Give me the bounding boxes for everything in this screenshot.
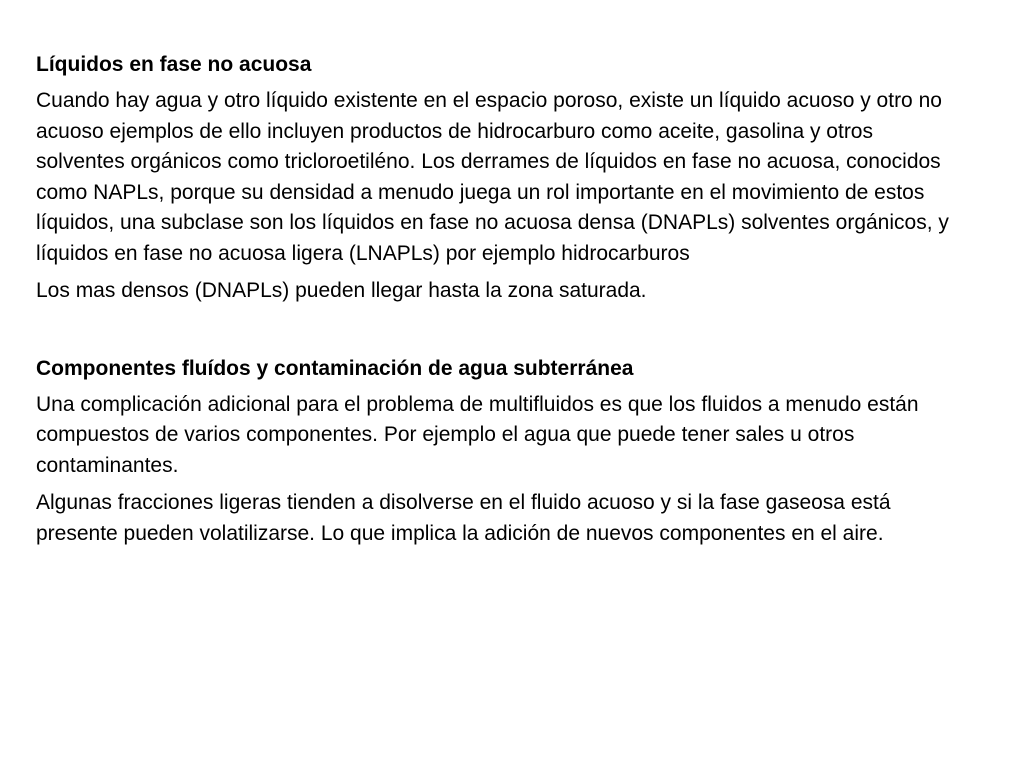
paragraph-light-fractions: Algunas fracciones ligeras tienden a disolverse en el fluido acuoso y si la fase gaseosa está presente pueden volatilizarse. Lo que implica la adición de nuevos componentes en el aire. xyxy=(36,491,891,545)
section-heading-napl: Líquidos en fase no acuosa xyxy=(36,53,312,76)
paragraph-napl-definition: Cuando hay agua y otro líquido existente en el espacio poroso, existe un líquido acuoso y otro no acuoso ejemplos de ello incluyen productos de hidrocarburo como aceite, gasolina y otros solventes orgánicos como tricloroetiléno. Los derrames de líquidos en fase no acuosa, conocidos como NAPLs, porque su densidad a menudo juega un rol importante en el movimiento de estos líquidos, una subclase son los líquidos en fase no acuosa densa (DNAPLs) solventes orgánicos, y líquidos en fase no acuosa ligera (LNAPLs) por ejemplo hidrocarburos xyxy=(36,89,949,265)
paragraph-multifluid-complication: Una complicación adicional para el problema de multifluidos es que los fluidos a menudo están compuestos de varios componentes. Por ejemplo el agua que puede tener sales u otros contaminantes. xyxy=(36,392,919,477)
section-heading-components: Componentes fluídos y contaminación de agua subterránea xyxy=(36,356,634,380)
section-spacer xyxy=(36,314,966,354)
paragraph-dnapl-note: Los mas densos (DNAPLs) pueden llegar hasta la zona saturada. xyxy=(36,279,647,302)
slide-content xyxy=(36,50,966,556)
